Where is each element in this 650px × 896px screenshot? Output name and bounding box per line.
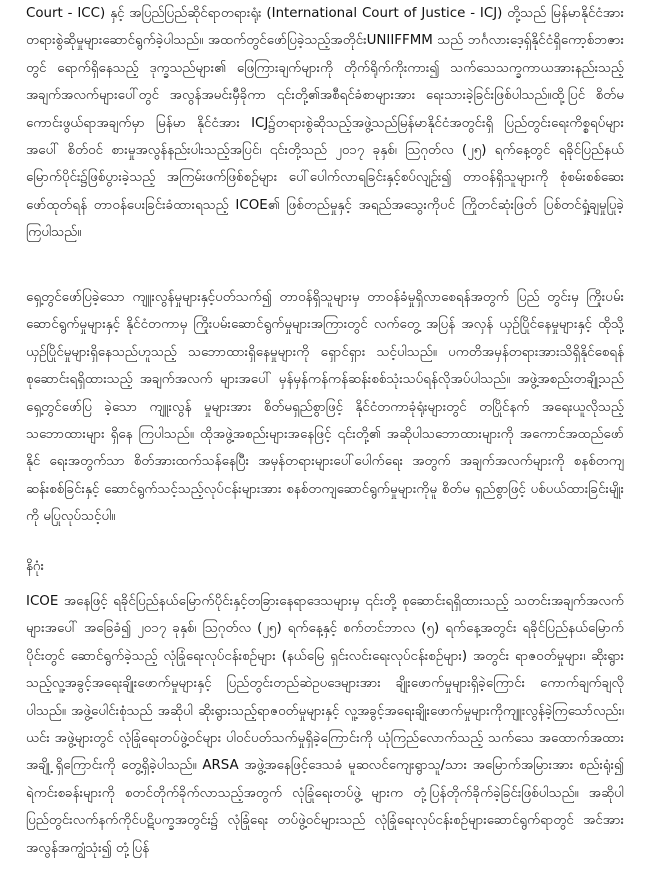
section-heading-conclusion: နိဂုံး xyxy=(26,559,44,574)
paragraph-icc-icj: Court - ICC) နှင့် အပြည်ပြည်ဆိုင်ရာတရားရုံး (International Court of Justice - ICJ) တို့သည် မြန်မာနိုင်ငံအား တရားစွဲဆိုမှုများဆောင်ရွက်ခဲ့ပါသည်။ အထက်တွင်ဖော်ပြခဲ့သည့်အတိုင်းUNIIFFMM သည် ဘင်္ဂလားဒေ့ရှ်နိုင်ငံရှိကော့စ်ဘဇားတွင် ရောက်ရှိနေသည့် ဒုက္ခသည်များ၏ ဖြေကြားချက်များကို တိုက်ရိုက်ကိုးကား၍ သက်သေသက္ခကာယအားနည်းသည့်အချက်အလက်များပေါ်တွင် အလွန်အမင်းမှီခိုကာ ၎င်းတို့၏အစီရင်ခံစာများအား ရေးသားခဲ့ခြင်းဖြစ်ပါသည်။ထို့ပြင် စိတ်မကောင်းဖွယ်ရာအချက်မှာ မြန်မာ နိုင်ငံအား ICJ၌တရားစွဲဆိုသည့်အဖွဲ့သည်မြန်မာနိုင်ငံအတွင်းရှိ ပြည်တွင်းရေးကိစ္စရပ်များအပေါ် စိတ်ဝင် စားမှုအလွန်နည်းပါးသည့်အပြင်၊ ၎င်းတို့သည် ၂၀၁၇ ခုနှစ်၊ ဩဂုတ်လ (၂၅) ရက်နေ့တွင် ရခိုင်ပြည်နယ် မြောက်ပိုင်း၌ဖြစ်ပွားခဲ့သည့် အကြမ်းဖက်ဖြစ်စဉ်များ ပေါ်ပေါက်လာရခြင်းနှင့်စပ်လျဉ်း၍ တာဝန်ရှိသူများကို စုံစမ်းစစ်ဆေးဖော်ထုတ်ရန် တာဝန်ပေးခြင်းခံထားရသည့် ICOE၏ ဖြစ်တည်မှုနှင့် အရည်အသွေးကိုပင် ကြိုတင်ဆုံးဖြတ် ပြစ်တင်ရှုံ့ချမှုပြုခဲ့ကြပါသည်။ xyxy=(26,6,624,241)
paragraph-icoe-conclusion: ICOE အနေဖြင့် ရခိုင်ပြည်နယ်မြောက်ပိုင်းနှင့်တခြားနေရာဒေသများမှ ၎င်းတို့ စုဆောင်းရရှိထားသည့် သတင်းအချက်အလက်များအပေါ် အခြေခံ၍ ၂၀၁၇ ခုနှစ်၊ ဩဂုတ်လ (၂၅) ရက်နေ့နှင့် စက်တင်ဘာလ (၅) ရက်နေ့အတွင်း ရခိုင်ပြည်နယ်မြောက်ပိုင်းတွင် ဆောင်ရွက်ခဲ့သည့် လုံခြုံရေးလုပ်ငန်းစဉ်များ (နယ်မြေ ရှင်းလင်းရေးလုပ်ငန်းစဉ်များ) အတွင်း ရာဇဝတ်မှုများ၊ ဆိုးရွားသည့်လူ့အခွင့်အရေးချိုးဖောက်မှုများနှင့် ပြည်တွင်းတည်ဆဲဥပဒေများအား ချိုးဖောက်မှုများရှိခဲ့ကြောင်း ကောက်ချက်ချလိုပါသည်။ အဖွဲ့ပေါင်းစုံသည် အဆိုပါ ဆိုးရွားသည့်ရာဇဝတ်မှုများနှင့် လူ့အခွင့်အရေးချိုးဖောက်မှုများကိုကျူးလွန်ခဲ့ကြသော်လည်း၊ ယင်း အဖွဲ့များတွင် လုံခြုံရေးတပ်ဖွဲ့ဝင်များ ပါဝင်ပတ်သက်မှုရှိခဲ့ကြောင်းကို ယုံကြည်လောက်သည့် သက်သေ အထောက်အထားအချို့ ရှိကြောင်းကို တွေ့ရှိခဲ့ပါသည်။ ARSA အဖွဲ့အနေဖြင့်ဒေသခံ မူဆလင်ကျေးရွာသူ/သား အမြောက်အမြားအား စည်းရုံး၍ ရဲကင်းစခန်းများကို စတင်တိုက်ခိုက်လာသည့်အတွက် လုံခြုံရေးတပ်ဖွဲ့ များက တုံ့ပြန်တိုက်ခိုက်ခဲ့ခြင်းဖြစ်ပါသည်။ အဆိုပါ ပြည်တွင်းလက်နက်ကိုင်ပဋိပက္ခအတွင်း၌ လုံခြုံရေး တပ်ဖွဲ့ဝင်များသည် လုံခြုံရေးလုပ်ငန်းစဉ်များဆောင်ရွက်ရာတွင် အင်အားအလွန်အကျွံသုံး၍ တုံ့ပြန် xyxy=(26,594,624,856)
paragraph-accountability: ရှေ့တွင်ဖော်ပြခဲ့သော ကျူးလွန်မှုများနှင့်ပတ်သက်၍ တာဝန်ရှိသူများမှ တာဝန်ခံမှုရှိလာစေရန်အတွက် ပြည် တွင်းမှ ကြိုးပမ်းဆောင်ရွက်မှုများနှင့် နိုင်ငံတကာမှ ကြိုးပမ်းဆောင်ရွက်မှုများအကြားတွင် လက်တွေ့ အပြန် အလှန် ယှဉ်ပြိုင်နေမှုများနှင့် ထိုသို့ ယှဉ်ပြိုင်မှုများရှိနေသည်ဟူသည့် သဘောထားရှိနေမှုများကို ရှောင်ရှား သင့်ပါသည်။ ပကတိအမှန်တရားအားသိရှိနိုင်စေရန် စုဆောင်းရရှိထားသည့် အချက်အလက် များအပေါ် မှန်မှန်ကန်ကန်ဆန်းစစ်သုံးသပ်ရန်လိုအပ်ပါသည်။ အဖွဲ့အစည်းတချို့သည် ရှေ့တွင်ဖော်ပြ ခဲ့သော ကျူးလွန် မှုများအား စိတ်မရှည်စွာဖြင့် နိုင်ငံတကာခုံရုံးများတွင် တပြိုင်နက် အရေးယူလိုသည့် သဘောထားများ ရှိနေ ကြပါသည်။ ထိုအဖွဲ့အစည်းများအနေဖြင့် ၎င်းတို့၏ အဆိုပါသဘောထားများကို အကောင်အထည်ဖော်နိုင် ရေးအတွက်သာ စိတ်အားထက်သန်နေပြီး အမှန်တရားများပေါ်ပေါက်ရေး အတွက် အချက်အလက်များကို စနစ်တကျဆန်းစစ်ခြင်းနှင့် ဆောင်ရွက်သင့်သည့်လုပ်ငန်းများအား စနစ်တကျဆောင်ရွက်မှုများကိုမူ စိတ်မ ရှည်စွာဖြင့် ပစ်ပယ်ထားခြင်းမျိုးကို မပြုလုပ်သင့်ပါ။ xyxy=(26,290,624,525)
